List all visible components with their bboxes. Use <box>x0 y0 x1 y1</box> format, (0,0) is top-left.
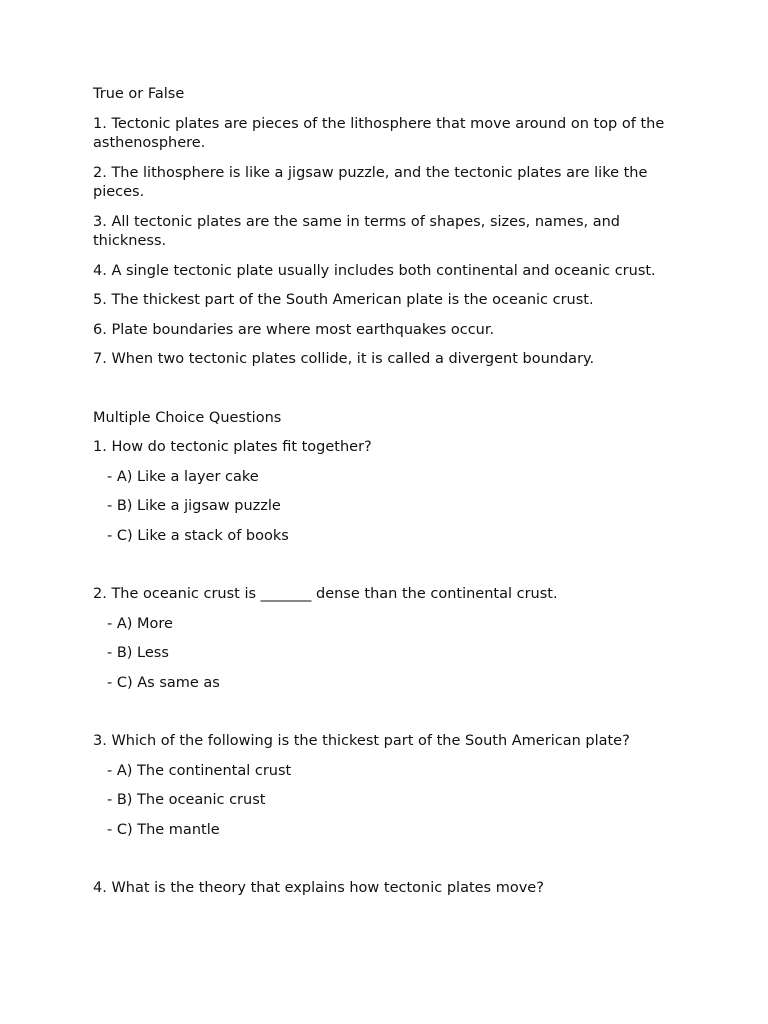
true-false-item: 5. The thickest part of the South American plate is the oceanic crust. <box>93 292 594 308</box>
true-false-item: 6. Plate boundaries are where most earthquakes occur. <box>93 321 495 338</box>
true-false-item: 3. All tectonic plates are the same in terms of shapes, sizes, names, and thickness. <box>93 213 621 249</box>
true-false-item: 1. Tectonic plates are pieces of the lithosphere that move around on top of the asthenosphere. <box>93 115 665 151</box>
true-false-item: 2. The lithosphere is like a jigsaw puzzle, and the tectonic plates are like the pieces. <box>93 164 648 200</box>
true-false-item: 4. A single tectonic plate usually includes both continental and oceanic crust. <box>93 262 656 279</box>
question-text: 2. The oceanic crust is _______ dense than the continental crust. <box>93 586 558 602</box>
answer-option: - C) The mantle <box>107 821 220 838</box>
question-spacer <box>93 703 693 732</box>
question-block <box>93 879 693 899</box>
answer-option: - B) The oceanic crust <box>107 792 266 808</box>
question-block <box>93 585 693 693</box>
answer-option: - B) Like a jigsaw puzzle <box>107 498 281 514</box>
true-false-heading: True or False <box>93 86 185 102</box>
question-block <box>93 438 693 546</box>
question-text: 1. How do tectonic plates fit together? <box>93 439 372 455</box>
document-page <box>93 85 693 909</box>
question-block <box>93 732 693 840</box>
question-text: 4. What is the theory that explains how tectonic plates move? <box>93 880 544 896</box>
answer-option: - C) As same as <box>107 674 220 691</box>
answer-option: - A) The continental crust <box>107 762 292 779</box>
answer-option: - C) Like a stack of books <box>107 527 289 544</box>
section-spacer <box>93 380 693 409</box>
answer-option: - A) Like a layer cake <box>107 468 259 485</box>
true-false-item: 7. When two tectonic plates collide, it is called a divergent boundary. <box>93 351 595 367</box>
answer-option: - A) More <box>107 615 173 632</box>
question-spacer <box>93 850 693 879</box>
question-spacer <box>93 556 693 585</box>
question-text: 3. Which of the following is the thickest part of the South American plate? <box>93 733 630 749</box>
multiple-choice-heading: Multiple Choice Questions <box>93 409 282 426</box>
answer-option: - B) Less <box>107 645 169 661</box>
